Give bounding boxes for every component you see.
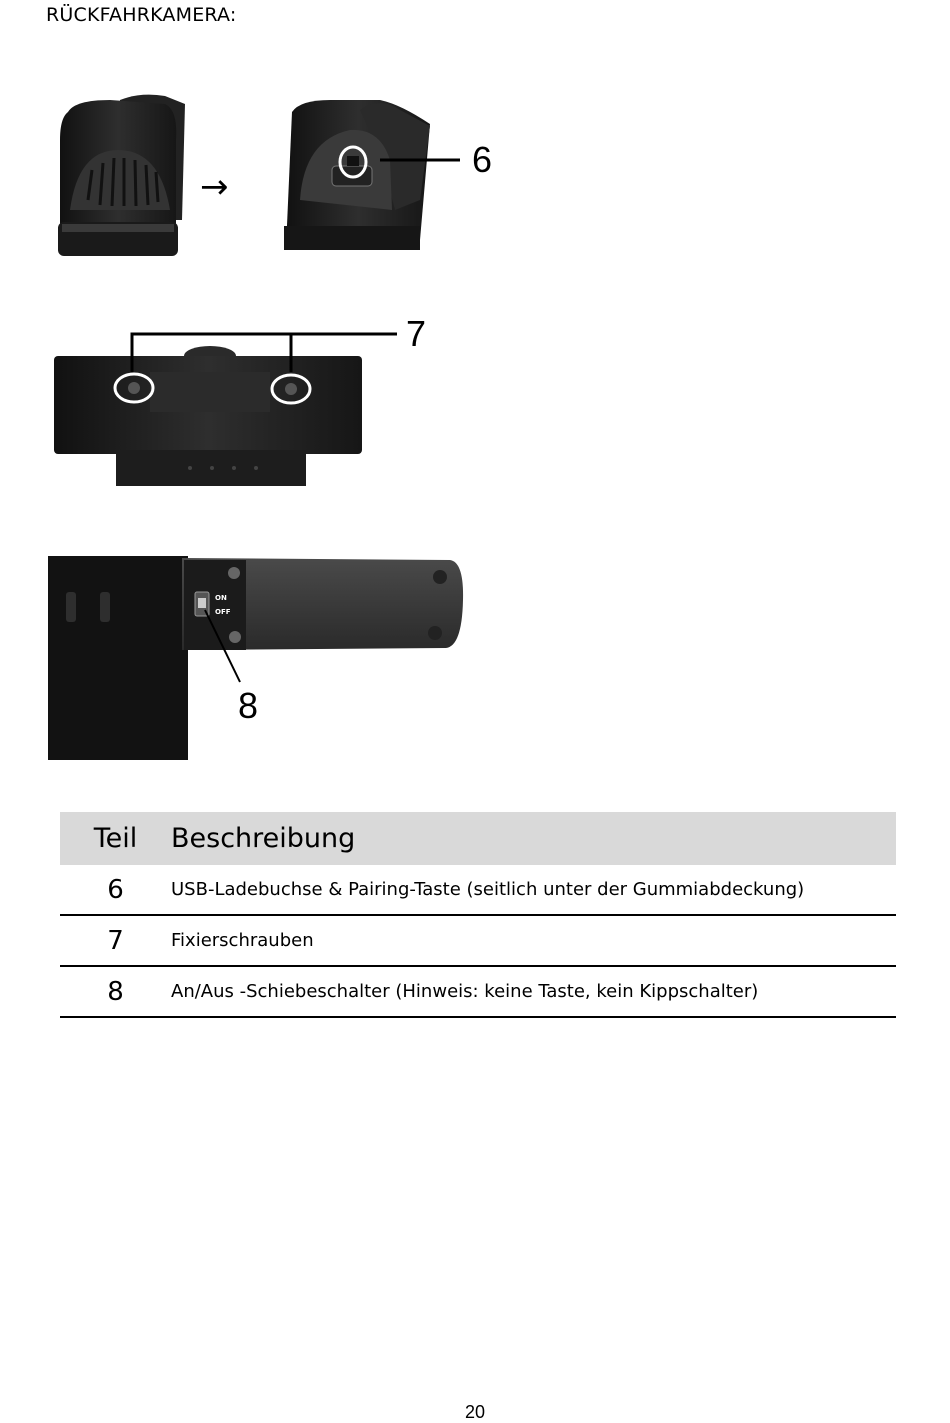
part-description: An/Aus -Schiebeschalter (Hinweis: keine Taste, kein Kippschalter) (171, 966, 896, 1017)
page-number: 20 (464, 1402, 486, 1422)
callout-6: 6 (472, 139, 493, 180)
camera-bottom-photo (54, 334, 397, 486)
part-description: USB-Ladebuchse & Pairing-Taste (seitlich unter der Gummiabdeckung) (171, 865, 896, 915)
header-part: Teil (60, 812, 171, 865)
table-row (60, 966, 896, 1017)
mount-switch-photo (48, 556, 463, 760)
part-number: 7 (60, 915, 171, 966)
switch-on-label: ON (215, 594, 227, 602)
table-row (60, 865, 896, 915)
arrow-icon: → (200, 167, 229, 207)
page-heading: RÜCKFAHRKAMERA: (46, 4, 237, 26)
parts-table (60, 812, 896, 1018)
camera-side-photo (284, 100, 460, 250)
part-number: 6 (60, 865, 171, 915)
header-description: Beschreibung (171, 812, 896, 865)
callout-8: 8 (238, 685, 259, 726)
table-row (60, 915, 896, 966)
part-number: 8 (60, 966, 171, 1017)
switch-off-label: OFF (215, 608, 231, 616)
table-header-row (60, 812, 896, 865)
part-description: Fixierschrauben (171, 915, 896, 966)
callout-7: 7 (406, 313, 427, 354)
camera-front-photo (58, 95, 185, 256)
